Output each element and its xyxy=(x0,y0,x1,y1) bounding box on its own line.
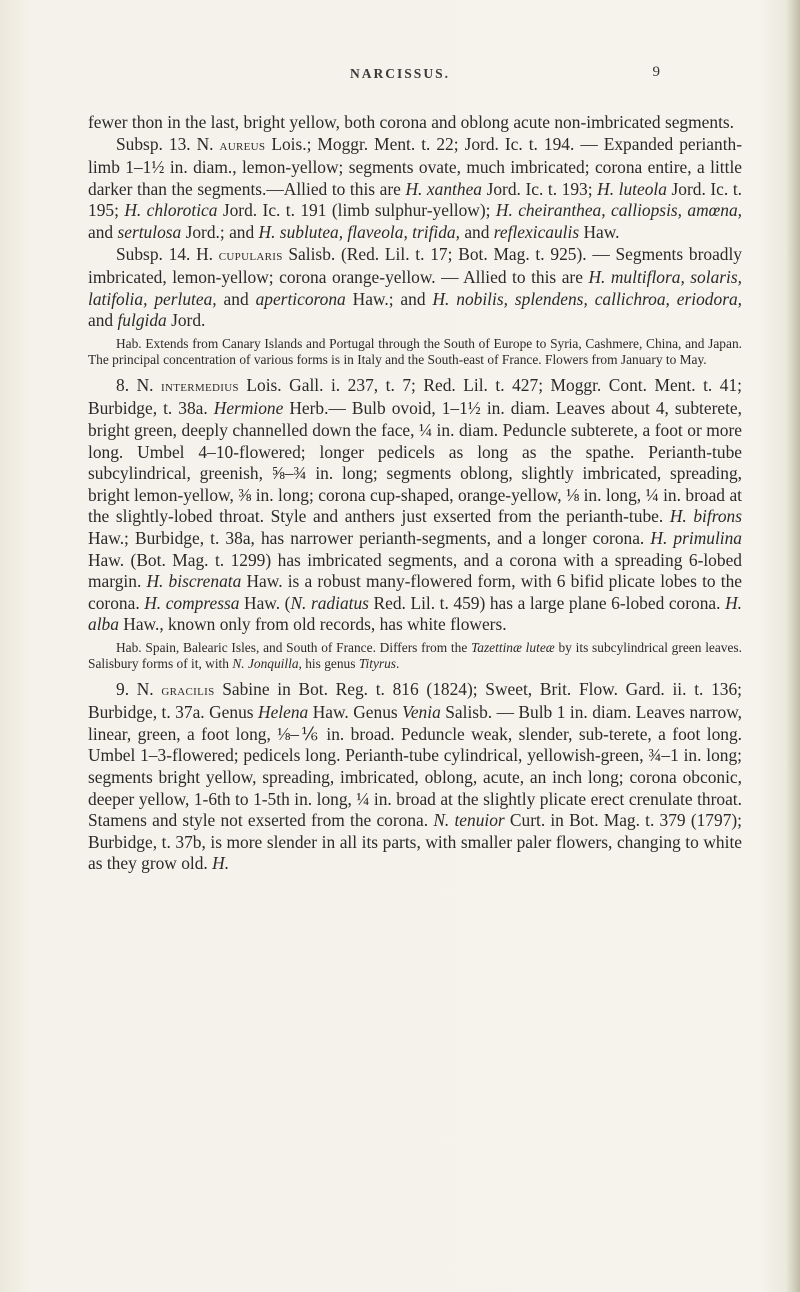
page-body xyxy=(88,112,742,875)
habitat-note-2: Hab. Spain, Balearic Isles, and South of France. Differs from the Tazettinæ luteæ by its subcylindrical green leaves. Salisbury forms of it, with N. Jonquilla, his genus Tityrus. xyxy=(88,639,742,672)
paragraph-continuation: fewer thon in the last, bright yellow, both corona and oblong acute non-imbricated segments. xyxy=(88,112,735,132)
paragraph-subsp-14: Subsp. 14. H. cupularis Salisb. (Red. Lil. t. 17; Bot. Mag. t. 925). — Segments broadly imbricated, lemon-yellow; corona orange-yellow. — Allied to this are H. multiflora, solaris, latifolia, perlutea, and aperticorona Haw.; and H. nobilis, splendens, callichroa, eriodora, and fulgida Jord. xyxy=(88,243,743,331)
page-number: 9 xyxy=(652,64,660,80)
running-head xyxy=(0,66,800,86)
paragraph-subsp-13: Subsp. 13. N. aureus Lois.; Moggr. Ment. t. 22; Jord. Ic. t. 194. — Expanded perianth-limb 1–1½ in. diam., lemon-yellow; segments ovate, much imbricated; corona entire, a little darker than the segments.—Allied to this are H. xanthea Jord. Ic. t. 193; H. luteola Jord. Ic. t. 195; H. chlorotica Jord. Ic. t. 191 (limb sulphur-yellow); H. cheiranthea, calliopsis, amœna, and sertulosa Jord.; and H. sublutea, flaveola, trifida, and reflexicaulis Haw. xyxy=(88,133,743,242)
page-edge-shadow xyxy=(786,0,800,1292)
paragraph-species-8: 8. N. intermedius Lois. Gall. i. 237, t. 7; Red. Lil. t. 427; Moggr. Cont. Ment. t. 41; Burbidge, t. 38a. Hermione Herb.— Bulb ovoid, 1–1½ in. diam. Leaves about 4, subterete, bright green, deeply channelled down the face, ¼ in. diam. Peduncle subterete, a foot or more long. Umbel 4–10-flowered; longer pedicels as long as the spathe. Perianth-tube subcylindrical, greenish, ⅝–¾ in. long; segments oblong, slightly imbricated, spreading, bright lemon-yellow, ⅜ in. long; corona cup-shaped, orange-yellow, ⅛ in. long, ¼ in. broad at the slightly-lobed throat. Style and anthers just exserted from the perianth-tube. H. bifrons Haw.; Burbidge, t. 38a, has narrower perianth-segments, and a longer corona. H. primulina Haw. (Bot. Mag. t. 1299) has imbricated segments, and a corona with a spreading 6-lobed margin. H. biscrenata Haw. is a robust many-flowered form, with 6 bifid plicate lobes to the corona. H. compressa Haw. (N. radiatus Red. Lil. t. 459) has a large plane 6-lobed corona. H. alba Haw., known only from old records, has white flowers. xyxy=(88,374,743,635)
habitat-note-1: Hab. Extends from Canary Islands and Portugal through the South of Europe to Syria, Cashmere, China, and Japan. The principal concentration of various forms is in Italy and the South-east of France. Flowers from January to May. xyxy=(88,335,742,368)
running-head-title: NARCISSUS. xyxy=(350,66,450,81)
paragraph-species-9: 9. N. gracilis Sabine in Bot. Reg. t. 816 (1824); Sweet, Brit. Flow. Gard. ii. t. 136; Burbidge, t. 37a. Genus Helena Haw. Genus Venia Salisb. — Bulb 1 in. diam. Leaves narrow, linear, green, a foot long, ⅛–⅙ in. broad. Peduncle weak, slender, sub-terete, a foot long. Umbel 1–3-flowered; pedicels long. Perianth-tube cylindrical, yellowish-green, ¾–1 in. long; segments bright yellow, spreading, imbricated, oblong, acute, an inch long; corona obconic, deeper yellow, 1-6th to 1-5th in. long, ¼ in. broad at the slightly plicate erect crenulate throat. Stamens and style not exserted from the corona. N. tenuior Curt. in Bot. Mag. t. 379 (1797); Burbidge, t. 37b, is more slender in all its parts, with smaller paler flowers, changing to white as they grow old. H. xyxy=(88,678,743,874)
